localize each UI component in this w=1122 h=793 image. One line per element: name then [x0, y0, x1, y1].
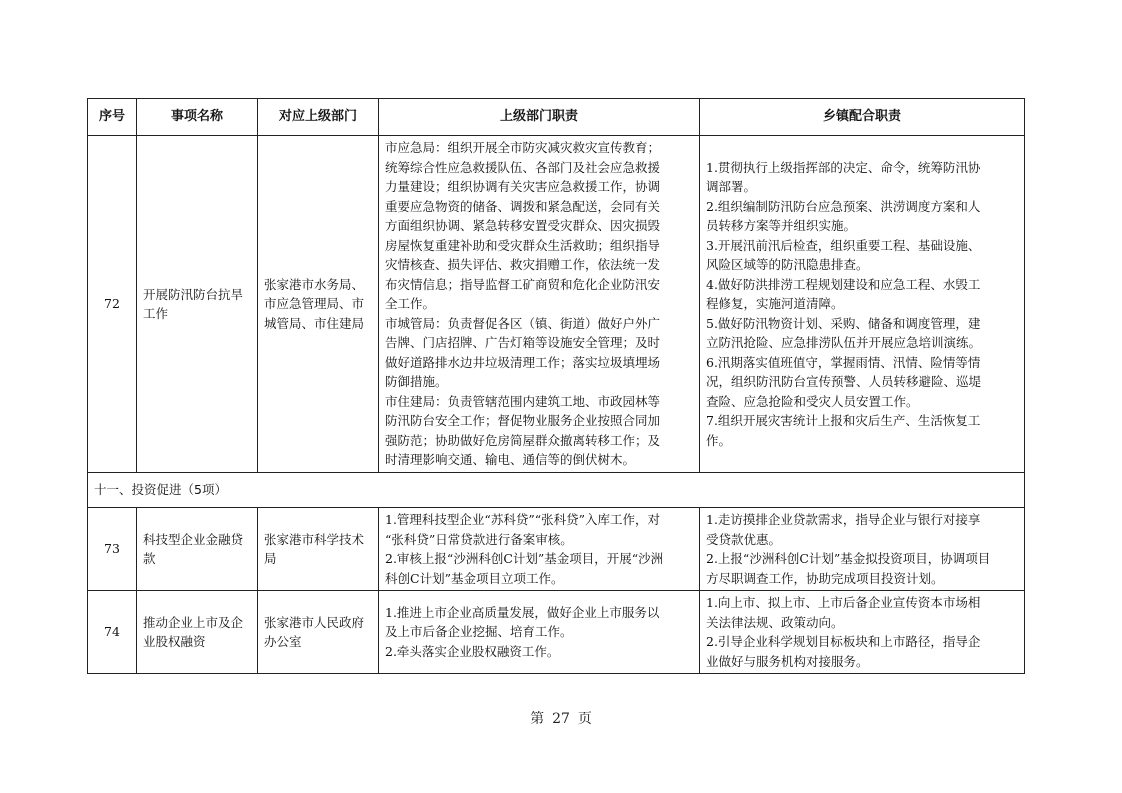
- duty-line: 4.做好防洪排涝工程规划建设和应急工程、水毁工: [706, 276, 981, 292]
- header-town-duty: 乡镇配合职责: [700, 99, 1025, 136]
- section-row: [88, 473, 1025, 508]
- upper-department: 张家港市水务局、市应急管理局、市城管局、市住建局: [258, 136, 379, 473]
- duty-line: 1.走访摸排企业贷款需求，指导企业与银行对接享: [706, 512, 981, 527]
- upper-department: 张家港市人民政府办公室: [258, 591, 379, 674]
- duty-line: 业做好与服务机构对接服务。: [706, 653, 869, 669]
- header-name: 事项名称: [137, 99, 258, 136]
- duty-line: 2.牵头落实企业股权融资工作。: [385, 643, 560, 659]
- duty-line: 方面组织协调、紧急转移安置受灾群众、因灾损毁: [385, 218, 661, 233]
- duty-line: 立防汛抢险、应急排涝队伍并开展应急培训演练。: [706, 335, 982, 351]
- duty-line: 5.做好防汛物资计划、采购、储备和调度管理，建: [706, 315, 981, 331]
- duty-line: 强防范；协助做好危房简屋群众撤离转移工作；及: [385, 432, 661, 448]
- duty-line: 做好道路排水边井垃圾清理工作；落实垃圾填埋场: [385, 354, 661, 370]
- duty-line: 员转移方案等并组织实施。: [706, 218, 857, 234]
- duty-line: 全工作。: [385, 296, 436, 311]
- page-footer: [0, 708, 1122, 728]
- section-title: 十一、投资促进（5项）: [88, 473, 1025, 508]
- duty-line: 1.向上市、拟上市、上市后备企业宣传资本市场相: [706, 595, 981, 610]
- duty-line: 力量建设；组织协调有关灾害应急救援工作，协调: [385, 179, 661, 194]
- table-row-74: [88, 591, 1025, 674]
- header-num: 序号: [88, 99, 137, 136]
- duty-line: 作。: [706, 432, 732, 448]
- town-duty-cell: [700, 136, 1025, 473]
- duty-line: 7.组织开展灾害统计上报和灾后生产、生活恢复工: [706, 413, 981, 429]
- duty-line: 1.贯彻执行上级指挥部的决定、命令，统筹防汛协: [706, 159, 981, 175]
- duty-line: 科创C计划”基金项目立项工作。: [385, 570, 564, 586]
- page-number: 27: [552, 711, 570, 727]
- item-name: 开展防汛防台抗旱工作: [137, 136, 258, 473]
- duty-line: 1.管理科技型企业“苏科贷”“张科贷”入库工作，对: [385, 512, 660, 527]
- duty-line: 及上市后备企业挖掘、培育工作。: [385, 624, 573, 640]
- table-row-72: [88, 136, 1025, 473]
- page-prefix: 第: [530, 711, 545, 727]
- row-number: 74: [88, 591, 137, 674]
- duty-line: 3.开展汛前汛后检查，组织重要工程、基础设施、: [706, 237, 981, 253]
- item-name: 科技型企业金融贷款: [137, 508, 258, 591]
- duty-line: 防汛防台安全工作；督促物业服务企业按照合同加: [385, 413, 661, 428]
- table-row-73: [88, 508, 1025, 591]
- duty-table: [87, 98, 1025, 674]
- duty-line: 房屋恢复重建补助和受灾群众生活救助；组织指导: [385, 237, 661, 253]
- duty-line: 统筹综合性应急救援队伍、各部门及社会应急救援: [385, 159, 661, 175]
- upper-department: 张家港市科学技术局: [258, 508, 379, 591]
- duty-line: 灾情核查、损失评估、救灾捐赠工作，依法统一发: [385, 257, 661, 272]
- duty-line: 市住建局：负责管辖范围内建筑工地、市政园林等: [385, 393, 661, 409]
- duty-line: 时清理影响交通、输电、通信等的倒伏树木。: [385, 452, 636, 467]
- duty-line: 关法律法规、政策动向。: [706, 614, 844, 630]
- duty-line: 重要应急物资的储备、调拨和紧急配送，会同有关: [385, 198, 661, 214]
- row-number: 73: [88, 508, 137, 591]
- header-upper-duty: 上级部门职责: [379, 99, 700, 136]
- town-duty-cell: [700, 508, 1025, 591]
- duty-line: 防御措施。: [385, 374, 448, 389]
- duty-line: 程修复，实施河道清障。: [706, 296, 844, 312]
- duty-line: 2.审核上报“沙洲科创C计划”基金项目，开展“沙洲: [385, 551, 664, 566]
- duty-line: 方尽职调查工作，协助完成项目投资计划。: [706, 570, 944, 586]
- upper-duty-cell: [379, 508, 700, 591]
- duty-line: 2.上报“沙洲科创C计划”基金拟投资项目，协调项目: [706, 551, 991, 566]
- header-row: [88, 99, 1025, 136]
- duty-line: 市城管局：负责督促各区（镇、街道）做好户外广: [385, 315, 661, 331]
- duty-line: 告牌、门店招牌、广告灯箱等设施安全管理；及时: [385, 335, 661, 350]
- row-number: 72: [88, 136, 137, 473]
- duty-line: 风险区域等的防汛隐患排查。: [706, 257, 869, 273]
- duty-line: 调部署。: [706, 179, 757, 195]
- item-name: 推动企业上市及企业股权融资: [137, 591, 258, 674]
- header-dept: 对应上级部门: [258, 99, 379, 136]
- duty-line: 2.组织编制防汛防台应急预案、洪涝调度方案和人: [706, 198, 981, 214]
- duty-line: 市应急局：组织开展全市防灾减灾救灾宣传教育；: [385, 140, 661, 155]
- duty-line: 1.推进上市企业高质量发展，做好企业上市服务以: [385, 604, 660, 620]
- duty-line: 2.引导企业科学规划目标板块和上市路径，指导企: [706, 634, 981, 649]
- duty-line: “张科贷”日常贷款进行备案审核。: [385, 531, 573, 547]
- town-duty-cell: [700, 591, 1025, 674]
- duty-line: 布灾情信息；指导监督工矿商贸和危化企业防汛安: [385, 276, 661, 292]
- upper-duty-cell: [379, 136, 700, 473]
- page-suffix: 页: [577, 711, 592, 727]
- duty-line: 受贷款优惠。: [706, 531, 782, 547]
- upper-duty-cell: [379, 591, 700, 674]
- duty-line: 查险、应急抢险和受灾人员安置工作。: [706, 393, 919, 409]
- duty-line: 6.汛期落实值班值守，掌握雨情、汛情、险情等情: [706, 354, 981, 370]
- duty-line: 况，组织防汛防台宣传预警、人员转移避险、巡堤: [706, 374, 982, 390]
